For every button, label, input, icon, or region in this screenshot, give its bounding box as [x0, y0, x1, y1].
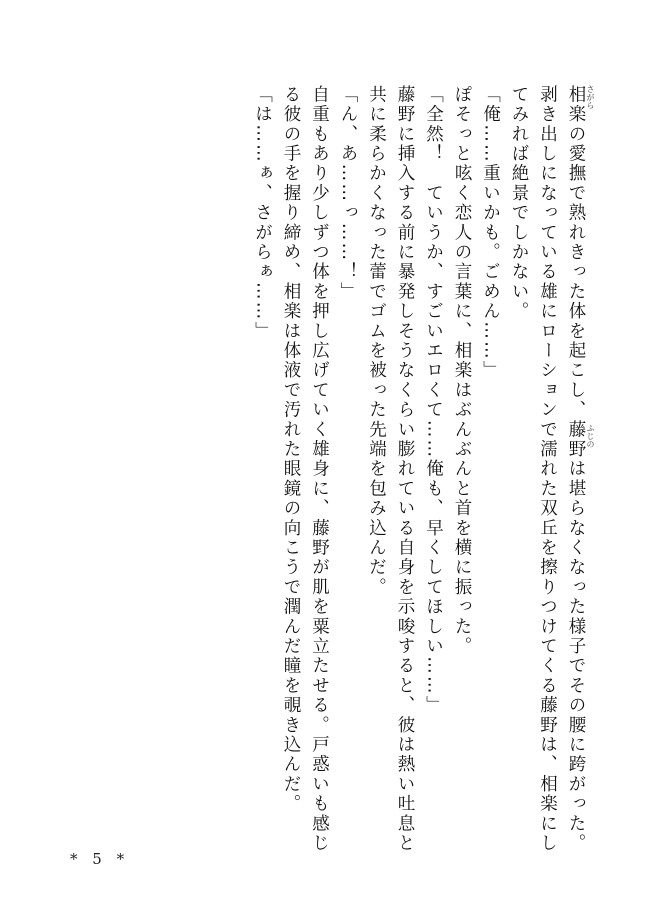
ruby-fujino: ふじの: [586, 424, 595, 448]
text-column-7: 藤野に挿入する前に暴発しそうなくらい膨れている自身を示唆すると、彼は熱い吐息と: [395, 85, 415, 854]
text-column-5: ぽそっと呟く恋人の言葉に、相楽はぶんぶんと首を横に振った。: [452, 85, 472, 657]
text-column-4: 「俺……重いかも。ごめん……」: [480, 85, 501, 381]
text-column-3: てみれば絶景でしかない。: [509, 85, 529, 322]
text-column-1: 相楽の愛撫で熟れきった体を起こし、藤野は堪らなくなった様子でその腰に跨がった。: [566, 85, 586, 854]
text-column-6: 「全然！ ていうか、すごいエロくて……俺も、早くしてほしい……」: [423, 85, 444, 716]
text-column-2: 剥き出しになっている雄にローションで濡れた双丘を擦りつけてくる藤野は、相楽にし: [537, 85, 558, 854]
page-number: * 5 *: [70, 850, 130, 868]
text-column-12: 「は……ぁ、さがらぁ……」: [252, 85, 273, 342]
body-text: [64, 85, 595, 854]
text-column-9: 「ん、あ……っ……！」: [338, 85, 358, 302]
text-column-8: 共に柔らかくなった蕾でゴムを被った先端を包み込んだ。: [366, 85, 387, 598]
ruby-sagara: さがら: [586, 85, 595, 109]
text-column-11: る彼の手を握り締め、相楽は体液で汚れた眼鏡の向こうで潤んだ瞳を覗き込んだ。: [281, 85, 301, 814]
text-column-10: 自重もあり少しずつ体を押し広げていく雄身に、藤野が肌を粟立たせる。戸惑いも感じ: [309, 85, 330, 854]
